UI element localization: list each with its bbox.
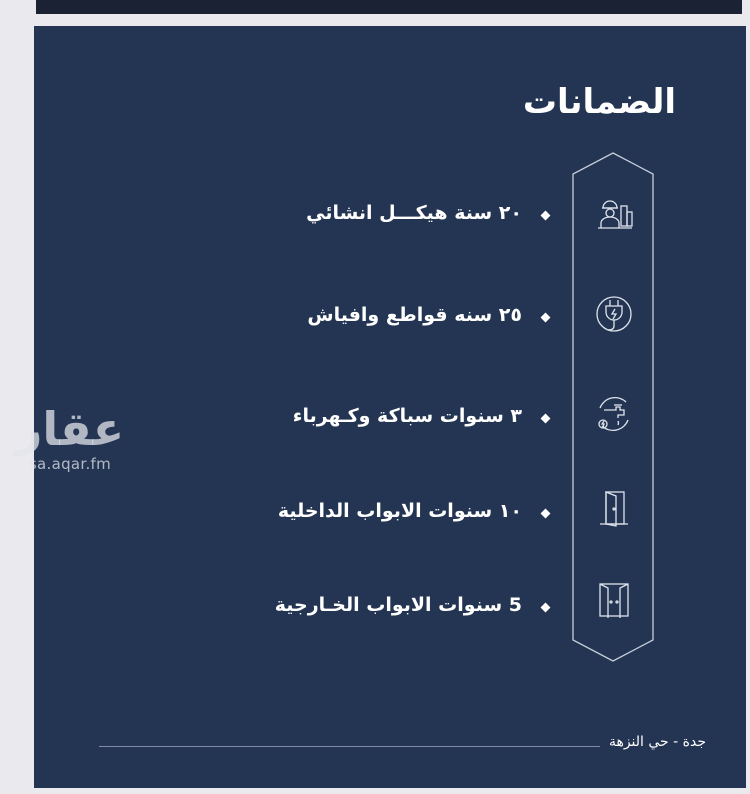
- guarantee-item-1: ٢٠ سنة هيكـــل انشائي: [306, 202, 522, 224]
- bullet-3: [541, 414, 551, 424]
- guarantee-item-3: ٣ سنوات سباكة وكـهرباء: [292, 405, 522, 427]
- plumbing-electric-icon: [594, 394, 634, 434]
- watermark-logo: عقار: [15, 402, 125, 456]
- top-image-strip: [36, 0, 742, 14]
- bullet-2: [541, 313, 551, 323]
- footer-divider: [99, 746, 600, 747]
- footer-location: جدة - حي النزهة: [608, 734, 706, 750]
- bullet-4: [541, 509, 551, 519]
- bullet-5: [541, 603, 551, 613]
- structure-worker-icon: [594, 194, 634, 234]
- electric-plug-icon: [594, 294, 634, 334]
- bullet-1: [541, 211, 551, 221]
- guarantee-item-4: ١٠ سنوات الابواب الداخلية: [277, 500, 522, 522]
- guarantee-item-5: 5 سنوات الابواب الخـارجية: [274, 594, 522, 616]
- page-title: الضمانات: [522, 82, 676, 122]
- interior-door-icon: [594, 488, 634, 528]
- aqar-watermark: [0, 402, 150, 473]
- exterior-door-icon: [594, 580, 634, 620]
- watermark-url: sa.aqar.fm: [28, 455, 112, 473]
- guarantee-item-2: ٢٥ سنه قواطع وافياش: [307, 304, 522, 326]
